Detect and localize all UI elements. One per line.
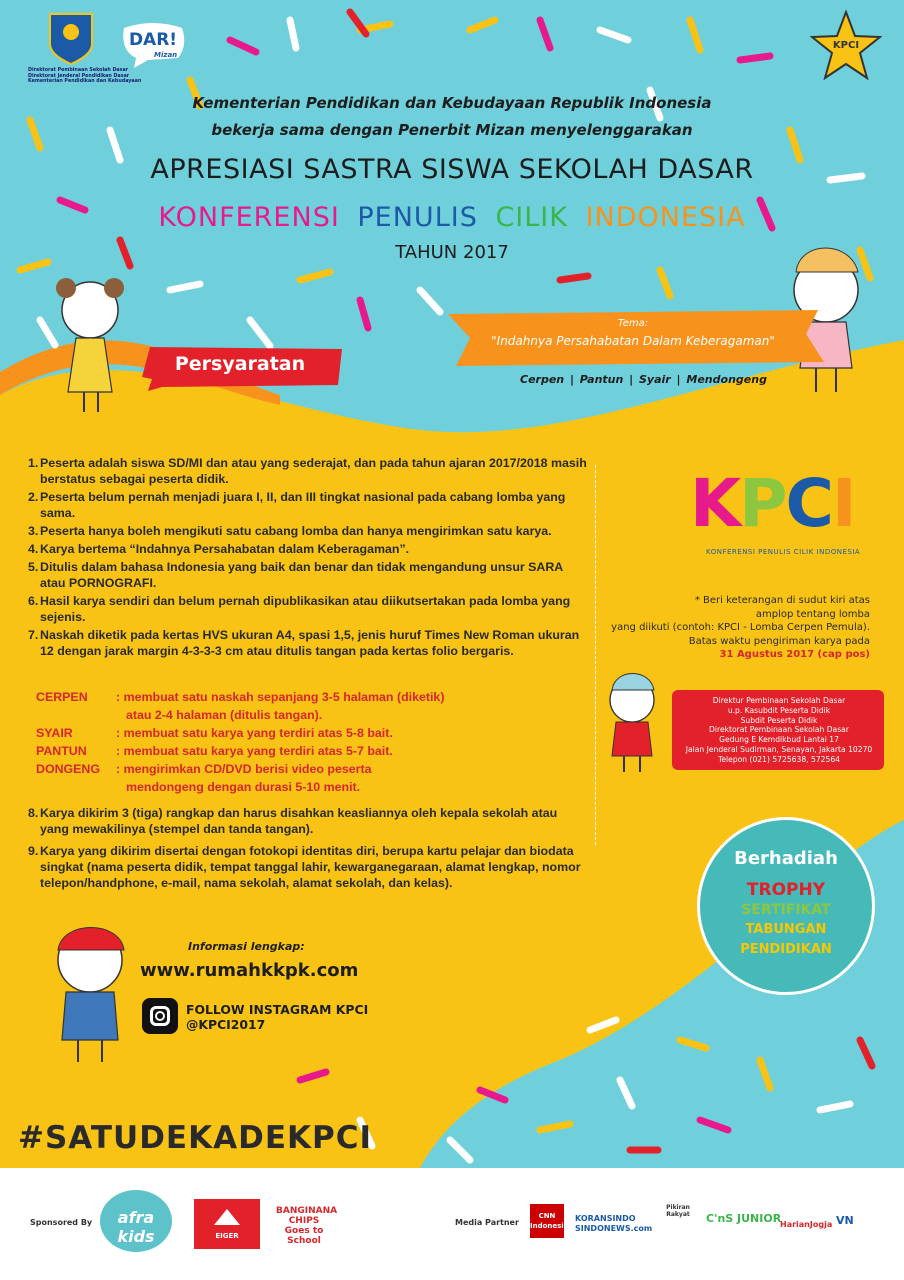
list-item bbox=[28, 593, 588, 625]
item-text: Peserta belum pernah menjadi juara I, II, dan III tingkat nasional pada cabang lomba yang sama. bbox=[40, 490, 566, 520]
item-text: Ditulis dalam bahasa Indonesia yang baik dan benar dan tidak mengandung unsur SARA atau PORNOGRAFI. bbox=[40, 560, 563, 590]
info-label: Informasi lengkap: bbox=[188, 940, 305, 953]
item-text: Naskah diketik pada kertas HVS ukuran A4, spasi 1,5, jenis huruf Times New Roman ukuran 12 dengan jarak margin 4-3-3-3 cm atau ditulis tangan pada kertas folio bergaris. bbox=[40, 628, 580, 658]
subtitle-word: CILIK bbox=[495, 202, 568, 233]
subtitle-word: INDONESIA bbox=[585, 202, 746, 233]
prize-item: TABUNGAN bbox=[745, 922, 827, 937]
prize-list bbox=[697, 880, 875, 960]
genre-desc: : mengirimkan CD/DVD berisi video peserta bbox=[116, 762, 372, 776]
hashtag: #SATUDEKADEKPCI bbox=[18, 1120, 373, 1156]
genre-name: PANTUN bbox=[36, 744, 87, 758]
genre-row bbox=[36, 724, 596, 742]
eiger-text: EIGER bbox=[215, 1232, 239, 1240]
item-number: 6. bbox=[28, 594, 39, 608]
media-partner-label: Media Partner bbox=[455, 1218, 519, 1227]
afra-kids-text: afra kids bbox=[117, 1208, 155, 1246]
item-number: 1. bbox=[28, 456, 39, 470]
item-number: 3. bbox=[28, 524, 39, 538]
item-number: 8. bbox=[28, 806, 39, 820]
prize-item: PENDIDIKAN bbox=[740, 942, 832, 957]
list-item bbox=[28, 541, 588, 557]
list-item bbox=[28, 559, 588, 591]
genre-row bbox=[36, 706, 596, 724]
kemdik-caption-line: Direktorat Jenderal Pendidikan Dasar bbox=[28, 73, 130, 79]
instagram-icon-lens bbox=[155, 1011, 165, 1021]
kemdik-caption bbox=[28, 68, 148, 85]
address-line: Direktorat Pembinaan Sekolah Dasar bbox=[709, 725, 849, 735]
vn-logo: VN bbox=[836, 1214, 854, 1227]
item-text: Karya dikirim 3 (tiga) rangkap dan harus disahkan keasliannya oleh kepala sekolah atau yang mewakilinya (stempel dan tanda tangan). bbox=[40, 806, 558, 836]
mailing-address bbox=[676, 696, 882, 765]
list-item bbox=[28, 805, 588, 837]
kpci-letter: I bbox=[831, 465, 855, 542]
address-line: u.p. Kasubdit Peserta Didik bbox=[727, 705, 831, 715]
item-number: 5. bbox=[28, 560, 39, 574]
genre-desc: atau 2-4 halaman (ditulis tangan). bbox=[126, 708, 323, 722]
kpci-logo-letters bbox=[690, 465, 890, 542]
intro-line-2: bekerja sama dengan Penerbit Mizan menyelenggarakan bbox=[211, 121, 693, 139]
list-item bbox=[28, 627, 588, 659]
address-line: Subdit Peserta Didik bbox=[740, 715, 818, 725]
note-line: yang diikuti (contoh: KPCI - Lomba Cerpen Pemula). bbox=[611, 622, 870, 633]
chips-logo: BANGINANA CHIPS Goes to School bbox=[276, 1206, 338, 1246]
genre-name: SYAIR bbox=[36, 726, 73, 740]
event-year: TAHUN 2017 bbox=[395, 242, 509, 263]
item-text: Hasil karya sendiri dan belum pernah dipublikasikan atau diikutsertakan pada lomba yang sejenis. bbox=[40, 594, 571, 624]
instagram-handle: @KPCI2017 bbox=[186, 1017, 266, 1032]
kemdik-caption-line: Direktorat Pembinaan Sekolah Dasar bbox=[28, 68, 129, 73]
genre-name: DONGENG bbox=[36, 762, 101, 776]
kemdik-caption-line: Kementerian Pendidikan dan Kebudayaan bbox=[28, 79, 142, 85]
kpci-star-badge bbox=[810, 10, 882, 82]
kpci-letter: K bbox=[690, 465, 740, 542]
item-text: Peserta adalah siswa SD/MI dan atau yang sederajat, dan pada tahun ajaran 2017/2018 masih berstatus sebagai peserta didik. bbox=[40, 456, 587, 486]
dari-mizan-logo bbox=[118, 22, 188, 68]
note-line: * Beri keterangan di sudut kiri atas bbox=[694, 595, 870, 606]
requirements-list bbox=[28, 455, 588, 661]
note-line: Batas waktu pengiriman karya pada bbox=[688, 635, 870, 647]
address-line: Jalan Jenderal Sudirman, Senayan, Jakarta 10270 bbox=[685, 744, 873, 754]
cnn-logo: CNN Indonesia bbox=[530, 1204, 564, 1238]
kpci-letter: P bbox=[739, 465, 786, 542]
list-item bbox=[28, 523, 588, 539]
competition-categories: Cerpen | Pantun | Syair | Mendongeng bbox=[520, 373, 767, 386]
item-text: Karya bertema “Indahnya Persahabatan dalam Keberagaman”. bbox=[40, 542, 410, 556]
page-title: APRESIASI SASTRA SISWA SEKOLAH DASAR bbox=[150, 154, 754, 185]
website-link[interactable]: www.rumahkkpk.com bbox=[140, 960, 359, 981]
mountain-icon bbox=[194, 1199, 260, 1249]
column-divider bbox=[595, 465, 596, 845]
prize-title: Berhadiah bbox=[734, 848, 838, 869]
theme-text: "Indahnya Persahabatan Dalam Keberagaman" bbox=[491, 334, 775, 348]
page-subtitle bbox=[0, 202, 904, 233]
kpci-letter: C bbox=[785, 465, 832, 542]
deadline: 31 Agustus 2017 (cap pos) bbox=[719, 649, 870, 660]
genre-row bbox=[36, 742, 596, 760]
cns-junior-logo: C'nS JUNIOR bbox=[706, 1212, 782, 1225]
prize-item: TROPHY bbox=[746, 880, 826, 900]
eiger-logo bbox=[194, 1199, 260, 1249]
address-line: Telepon (021) 5725638, 572564 bbox=[718, 754, 840, 764]
kpci-star-text: KPCI bbox=[832, 40, 860, 51]
genre-spacer bbox=[36, 706, 116, 724]
address-line: Direktur Pembinaan Sekolah Dasar bbox=[712, 696, 846, 705]
harian-jogja-logo: HarianJogja bbox=[780, 1220, 833, 1229]
intro-line-1: Kementerian Pendidikan dan Kebudayaan Republik Indonesia bbox=[192, 94, 712, 112]
requirements-heading: Persyaratan bbox=[174, 353, 306, 375]
subtitle-word: KONFERENSI bbox=[158, 202, 340, 233]
prize-item: SERTIFIKAT bbox=[741, 902, 831, 918]
theme-label: Tema: bbox=[617, 318, 649, 329]
dari-logo-sub: Mizan bbox=[154, 51, 178, 59]
kpci-logo-caption: KONFERENSI PENULIS CILIK INDONESIA bbox=[706, 548, 861, 556]
genre-row bbox=[36, 760, 596, 778]
dari-logo-text: DAR! bbox=[128, 30, 178, 50]
sindo-logo: KORANSINDO SINDONEWS.com bbox=[575, 1214, 653, 1233]
genre-desc: : membuat satu karya yang terdiri atas 5-8 bait. bbox=[116, 726, 393, 740]
pikiran-rakyat-logo: Pikiran Rakyat bbox=[666, 1204, 690, 1218]
genre-list bbox=[36, 688, 596, 796]
genre-row bbox=[36, 688, 596, 706]
item-number: 4. bbox=[28, 542, 39, 556]
address-line: Gedung E Kemdikbud Lantai 17 bbox=[719, 735, 839, 745]
item-number: 9. bbox=[28, 844, 39, 858]
subtitle-word: PENULIS bbox=[357, 202, 478, 233]
genre-row bbox=[36, 778, 596, 796]
genre-desc: mendongeng dengan durasi 5-10 menit. bbox=[126, 780, 361, 794]
item-number: 7. bbox=[28, 628, 39, 642]
submission-note bbox=[600, 594, 870, 662]
sponsored-label: Sponsored By bbox=[30, 1218, 93, 1227]
instagram-line: FOLLOW INSTAGRAM KPCI bbox=[186, 1002, 369, 1017]
item-text: Karya yang dikirim disertai dengan fotokopi identitas diri, berupa kartu pelajar dan biodata singkat (nama peserta didik, tempat tanggal lahir, kewarganegaraan, alamat lengkap, nomor telepon/handphone, e-mail, nama sekolah, alamat sekolah, dan kelas). bbox=[40, 844, 581, 890]
genre-spacer bbox=[36, 778, 116, 796]
list-item bbox=[28, 843, 588, 891]
requirements-list-continued bbox=[28, 805, 588, 897]
genre-desc: : membuat satu naskah sepanjang 3-5 halaman (diketik) bbox=[116, 690, 445, 704]
note-line: amplop tentang lomba bbox=[755, 608, 870, 620]
genre-name: CERPEN bbox=[36, 690, 88, 704]
item-text: Peserta hanya boleh mengikuti satu cabang lomba dan hanya mengirimkan satu karya. bbox=[40, 524, 552, 538]
list-item bbox=[28, 489, 588, 521]
kpci-logo bbox=[690, 465, 890, 568]
list-item bbox=[28, 455, 588, 487]
item-number: 2. bbox=[28, 490, 39, 504]
genre-desc: : membuat satu karya yang terdiri atas 5-7 bait. bbox=[116, 744, 393, 758]
instagram-info[interactable] bbox=[186, 1002, 406, 1032]
